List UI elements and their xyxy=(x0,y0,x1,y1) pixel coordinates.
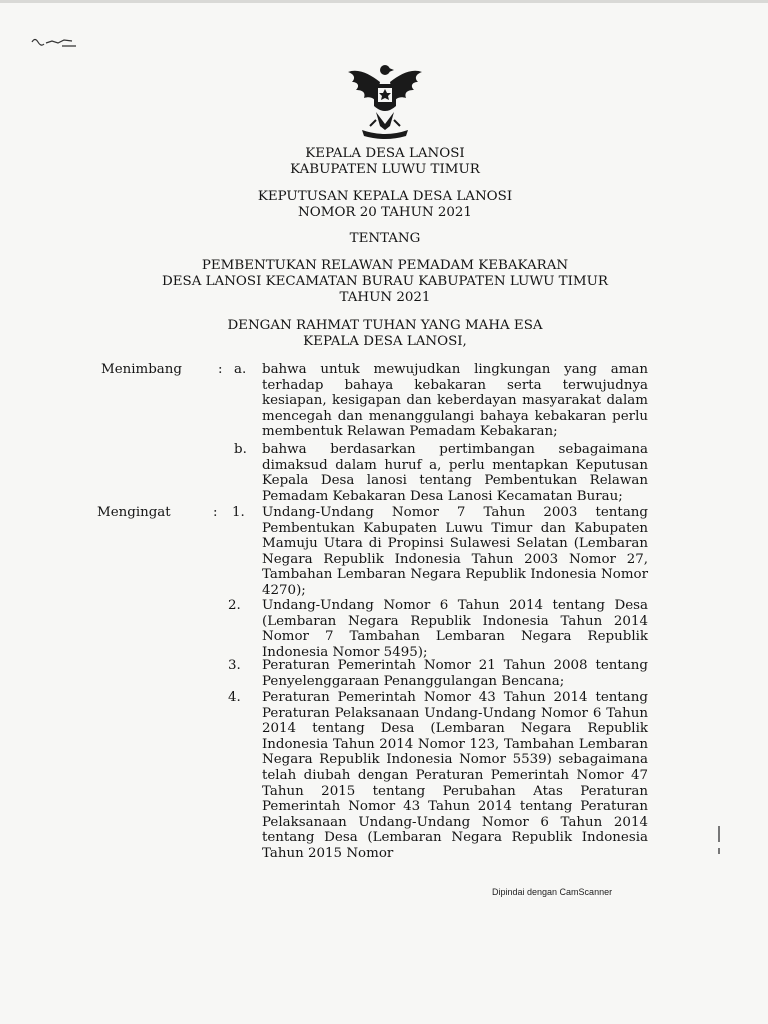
invocation: DENGAN RAHMAT TUHAN YANG MAHA ESA xyxy=(227,318,543,333)
subject-line-2: DESA LANOSI KECAMATAN BURAU KABUPATEN LUWU TIMUR xyxy=(162,274,608,289)
mengingat-marker-1: 1. xyxy=(232,505,245,520)
mengingat-colon: : xyxy=(213,505,218,520)
signatory-title: KEPALA DESA LANOSI, xyxy=(303,334,467,349)
issuer-title: KEPALA DESA LANOSI xyxy=(305,146,465,161)
menimbang-item-b: bahwa berdasarkan pertimbangan sebagaimana dimaksud dalam huruf a, perlu mentapkan Keputusan Kepala Desa lanosi tentang Pembentukan Relawan Pemadam Kebakaran Desa Lanosi Kecamatan Burau; xyxy=(262,442,648,504)
scan-top-edge xyxy=(0,0,768,3)
scanner-watermark: Dipindai dengan CamScanner xyxy=(492,887,613,897)
subject-line-3: TAHUN 2021 xyxy=(339,290,431,305)
regency-title: KABUPATEN LUWU TIMUR xyxy=(290,162,480,177)
mengingat-item-2: Undang-Undang Nomor 6 Tahun 2014 tentang Desa (Lembaran Negara Republik Indonesia Tahun 2014 Nomor 7 Tambahan Lembaran Negara Republik Indonesia Nomor 5495); xyxy=(262,598,648,660)
decree-title: KEPUTUSAN KEPALA DESA LANOSI xyxy=(257,189,513,204)
tentang-heading: TENTANG xyxy=(349,231,421,246)
menimbang-marker-b: b. xyxy=(234,442,247,457)
mengingat-marker-4: 4. xyxy=(228,690,241,705)
menimbang-marker-a: a. xyxy=(234,362,247,377)
mengingat-label: Mengingat xyxy=(97,505,171,520)
handwritten-mark xyxy=(28,34,88,50)
garuda-emblem-icon xyxy=(340,60,430,140)
menimbang-colon: : xyxy=(218,362,223,377)
decree-number: NOMOR 20 TAHUN 2021 xyxy=(298,205,472,220)
scan-artifact xyxy=(718,826,720,842)
mengingat-marker-3: 3. xyxy=(228,658,241,673)
mengingat-item-1: Undang-Undang Nomor 7 Tahun 2003 tentang Pembentukan Kabupaten Luwu Timur dan Kabupaten Mamuju Utara di Propinsi Sulawesi Selatan (Lembaran Negara Republik Indonesia Tahun 2003 Nomor 27, Tambahan Lembaran Negara Republik Indonesia Nomor 4270); xyxy=(262,505,648,598)
menimbang-item-a: bahwa untuk mewujudkan lingkungan yang aman terhadap bahaya kebakaran serta terwujudnya kesiapan, kesigapan dan keberdayan masyarakat dalam mencegah dan menanggulangi bahaya kebakaran perlu membentuk Relawan Pemadam Kebakaran; xyxy=(262,362,648,440)
mengingat-item-4: Peraturan Pemerintah Nomor 43 Tahun 2014 tentang Peraturan Pelaksanaan Undang-Undang Nomor 6 Tahun 2014 tentang Desa (Lembaran Negara Republik Indonesia Tahun 2014 Nomor 123, Tambahan Lembaran Negara Republik Indonesia Nomor 5539) sebagaimana telah diubah dengan Peraturan Pemerintah Nomor 47 Tahun 2015 tentang Perubahan Atas Peraturan Pemerintah Nomor 43 Tahun 2014 tentang Peraturan Pelaksanaan Undang-Undang Nomor 6 Tahun 2014 tentang Desa (Lembaran Negara Republik Indonesia Tahun 2015 Nomor xyxy=(262,690,648,861)
mengingat-marker-2: 2. xyxy=(228,598,241,613)
scan-artifact xyxy=(718,848,720,854)
menimbang-label: Menimbang xyxy=(101,362,182,377)
mengingat-item-3: Peraturan Pemerintah Nomor 21 Tahun 2008 tentang Penyelenggaraan Penanggulangan Bencana; xyxy=(262,658,648,689)
subject-line-1: PEMBENTUKAN RELAWAN PEMADAM KEBAKARAN xyxy=(201,258,569,273)
